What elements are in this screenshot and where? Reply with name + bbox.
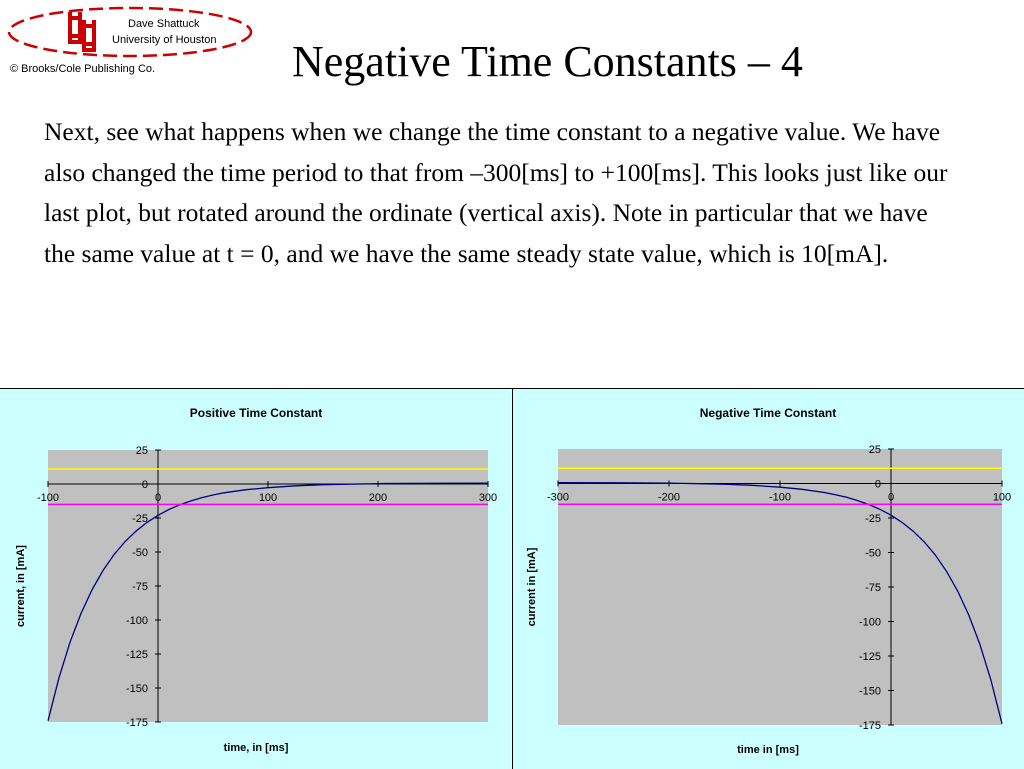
x-tick-label: 300 bbox=[478, 492, 498, 504]
y-tick-label: -75 bbox=[132, 581, 148, 593]
y-tick-label: 0 bbox=[141, 479, 148, 491]
x-tick-label: 100 bbox=[992, 491, 1012, 504]
charts-area bbox=[0, 388, 1024, 769]
university-name: University of Houston bbox=[112, 34, 217, 46]
slide-body-text: Next, see what happens when we change the time constant to a negative value. We have also changed the time period to that from –300[ms] to +100[ms]. This looks just like our last plot, but rotated around the ordinate (vertical axis). Note in particular that we have the same value at t = 0, and we have the same steady state value, which is 10[mA]. bbox=[44, 117, 948, 268]
x-axis-label: time in [ms] bbox=[737, 744, 799, 756]
plot-area bbox=[558, 449, 1002, 725]
copyright-notice: © Brooks/Cole Publishing Co. bbox=[10, 63, 156, 75]
slide-title: Negative Time Constants – 4 bbox=[292, 37, 803, 86]
y-tick-label: -100 bbox=[858, 616, 881, 629]
header-logo bbox=[4, 4, 256, 64]
y-tick-label: -50 bbox=[865, 547, 881, 560]
chart-negative-time-constant bbox=[513, 389, 1024, 769]
chart-title: Negative Time Constant bbox=[699, 406, 837, 420]
x-tick-label: -200 bbox=[657, 491, 681, 504]
y-tick-label: -25 bbox=[132, 513, 148, 525]
x-axis-label: time, in [ms] bbox=[223, 742, 289, 754]
x-tick-label: 200 bbox=[368, 492, 388, 504]
x-tick-label: -100 bbox=[768, 491, 792, 504]
chart-panel-positive bbox=[0, 389, 511, 769]
y-tick-label: 25 bbox=[868, 444, 881, 456]
y-tick-label: -25 bbox=[865, 513, 881, 525]
y-tick-label: 0 bbox=[874, 478, 881, 491]
author-name: Dave Shattuck bbox=[128, 18, 200, 30]
x-tick-label: -100 bbox=[36, 492, 60, 504]
chart-panel-negative bbox=[512, 389, 1024, 769]
y-axis-label: current, in [mA] bbox=[15, 545, 27, 627]
y-tick-label: -100 bbox=[125, 615, 148, 627]
x-tick-label: -300 bbox=[546, 491, 570, 504]
plot-area bbox=[48, 450, 488, 722]
x-tick-label: 0 bbox=[887, 491, 895, 504]
y-tick-label: -125 bbox=[125, 649, 148, 661]
y-tick-label: -75 bbox=[865, 582, 881, 594]
x-tick-label: 100 bbox=[258, 492, 278, 504]
y-tick-label: -125 bbox=[858, 651, 881, 663]
y-tick-label: -175 bbox=[858, 720, 881, 732]
y-axis-label: current in [mA] bbox=[526, 547, 538, 627]
x-tick-label: 0 bbox=[154, 492, 162, 504]
y-tick-label: -150 bbox=[125, 683, 148, 695]
chart-positive-time-constant bbox=[0, 389, 511, 769]
chart-title: Positive Time Constant bbox=[189, 406, 323, 420]
y-tick-label: -150 bbox=[858, 685, 881, 698]
y-tick-label: 25 bbox=[135, 445, 148, 457]
y-tick-label: -175 bbox=[125, 717, 148, 729]
y-tick-label: -50 bbox=[132, 547, 148, 559]
